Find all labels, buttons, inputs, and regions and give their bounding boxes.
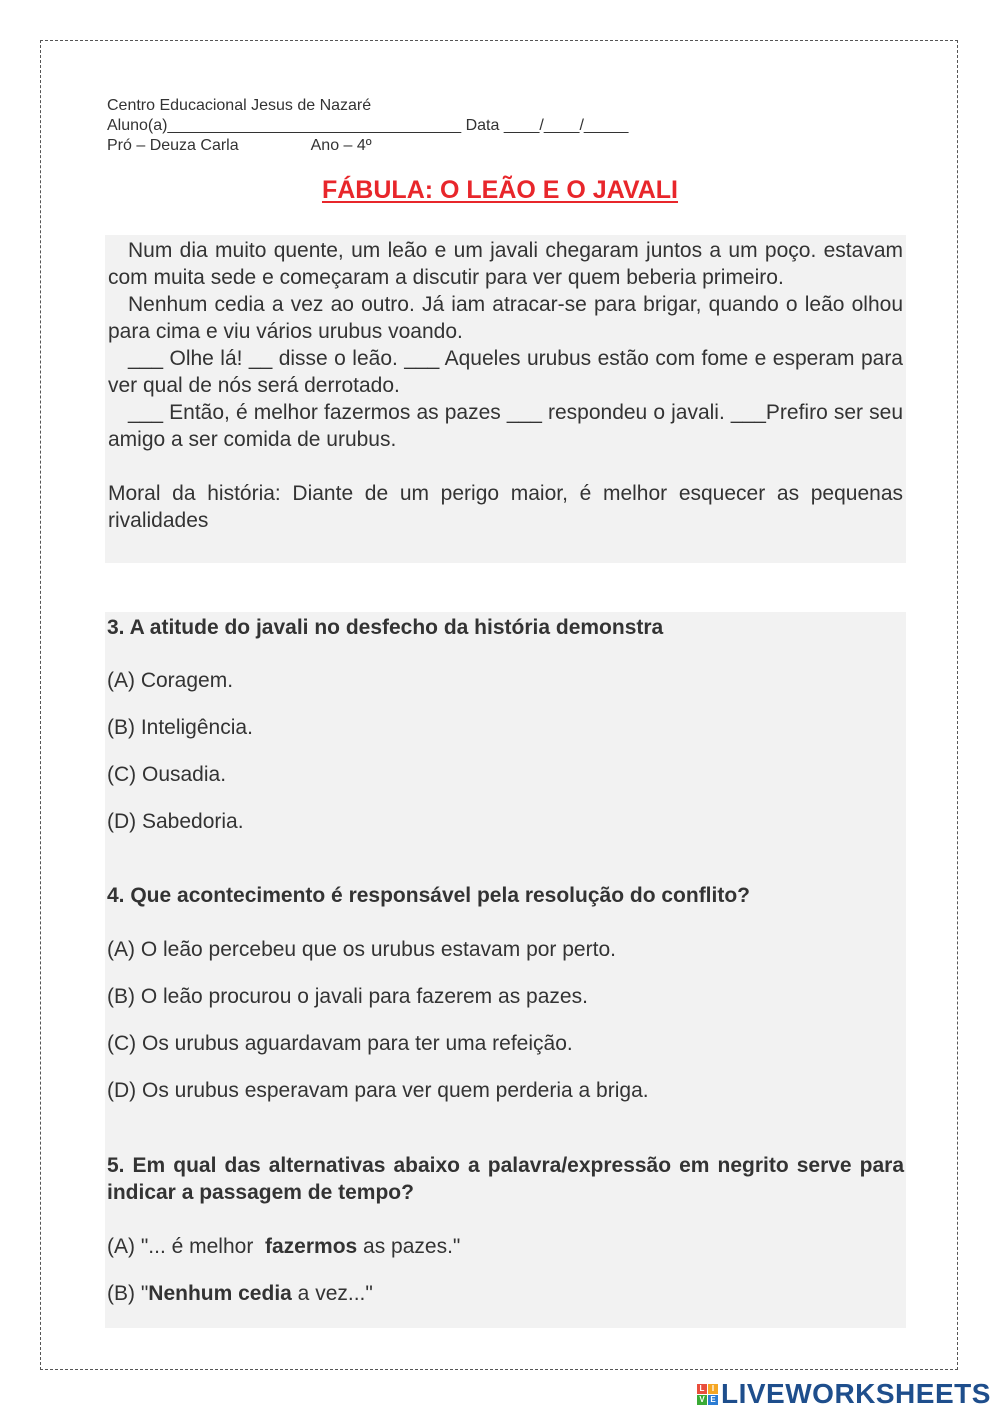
question-4-option-a[interactable]: (A) O leão percebeu que os urubus estavam por perto. (107, 938, 616, 961)
grade: Ano – 4º (310, 137, 372, 154)
story-paragraph-2: Nenhum cedia a vez ao outro. Já iam atracar-se para brigar, quando o leão olhou para cima e viu vários urubus voando. (108, 293, 903, 343)
question-3-option-b[interactable]: (B) Inteligência. (107, 716, 253, 739)
option-b-suffix: a vez..." (291, 1282, 373, 1305)
logo-letter-l: L (697, 1384, 707, 1394)
question-5-option-a[interactable] (107, 1233, 460, 1260)
liveworksheets-logo (697, 1378, 991, 1410)
story-moral: Moral da história: Diante de um perigo maior, é melhor esquecer as pequenas rivalidades (108, 482, 903, 532)
option-a-bold: fazermos (265, 1235, 358, 1258)
page-title: FÁBULA: O LEÃO E O JAVALI (321, 176, 679, 204)
logo-letter-e: E (708, 1395, 718, 1405)
question-4-option-c[interactable]: (C) Os urubus aguardavam para ter uma refeição. (107, 1032, 573, 1055)
student-line: Aluno(a)_________________________________ Data ____/____/_____ (107, 117, 629, 134)
question-5-option-b[interactable] (107, 1280, 373, 1307)
story-paragraph-4: ___ Então, é melhor fazermos as pazes ___ respondeu o javali. ___Prefiro ser seu amigo a ser comida de urubus. (108, 401, 903, 451)
option-a-prefix: (A) "... é melhor (107, 1235, 265, 1258)
teacher-name: Pró – Deuza Carla (107, 137, 239, 154)
option-b-bold: Nenhum cedia (148, 1282, 292, 1305)
question-4: 4. Que acontecimento é responsável pela resolução do conflito? (107, 884, 751, 907)
option-a-suffix: as pazes." (357, 1235, 461, 1258)
question-4-option-d[interactable]: (D) Os urubus esperavam para ver quem perderia a briga. (107, 1079, 649, 1102)
story-paragraph-1: Num dia muito quente, um leão e um javali chegaram juntos a um poço. estavam com muita sede e começaram a discutir para ver quem beberia primeiro. (108, 239, 903, 289)
question-3-option-c[interactable]: (C) Ousadia. (107, 763, 227, 786)
question-4-option-b[interactable]: (B) O leão procurou o javali para fazerem as pazes. (107, 985, 588, 1008)
worksheet-header (107, 96, 628, 156)
teacher-grade-line (107, 136, 628, 156)
option-b-prefix: (B) " (107, 1282, 149, 1305)
school-name: Centro Educacional Jesus de Nazaré (107, 97, 372, 114)
logo-letter-i: I (708, 1384, 718, 1394)
logo-text: LIVEWORKSHEETS (721, 1378, 991, 1409)
logo-icon (697, 1384, 718, 1405)
question-3-option-d[interactable]: (D) Sabedoria. (107, 810, 244, 833)
question-3-option-a[interactable]: (A) Coragem. (107, 669, 234, 692)
question-3: 3. A atitude do javali no desfecho da história demonstra (107, 616, 664, 639)
logo-letter-v: V (697, 1395, 707, 1405)
story-text-box (105, 235, 906, 563)
story-paragraph-3: ___ Olhe lá! __ disse o leão. ___ Aqueles urubus estão com fome e esperam para ver qual de nós será derrotado. (108, 347, 903, 397)
question-5: 5. Em qual das alternativas abaixo a palavra/expressão em negrito serve para indicar a passagem de tempo? (107, 1154, 904, 1204)
